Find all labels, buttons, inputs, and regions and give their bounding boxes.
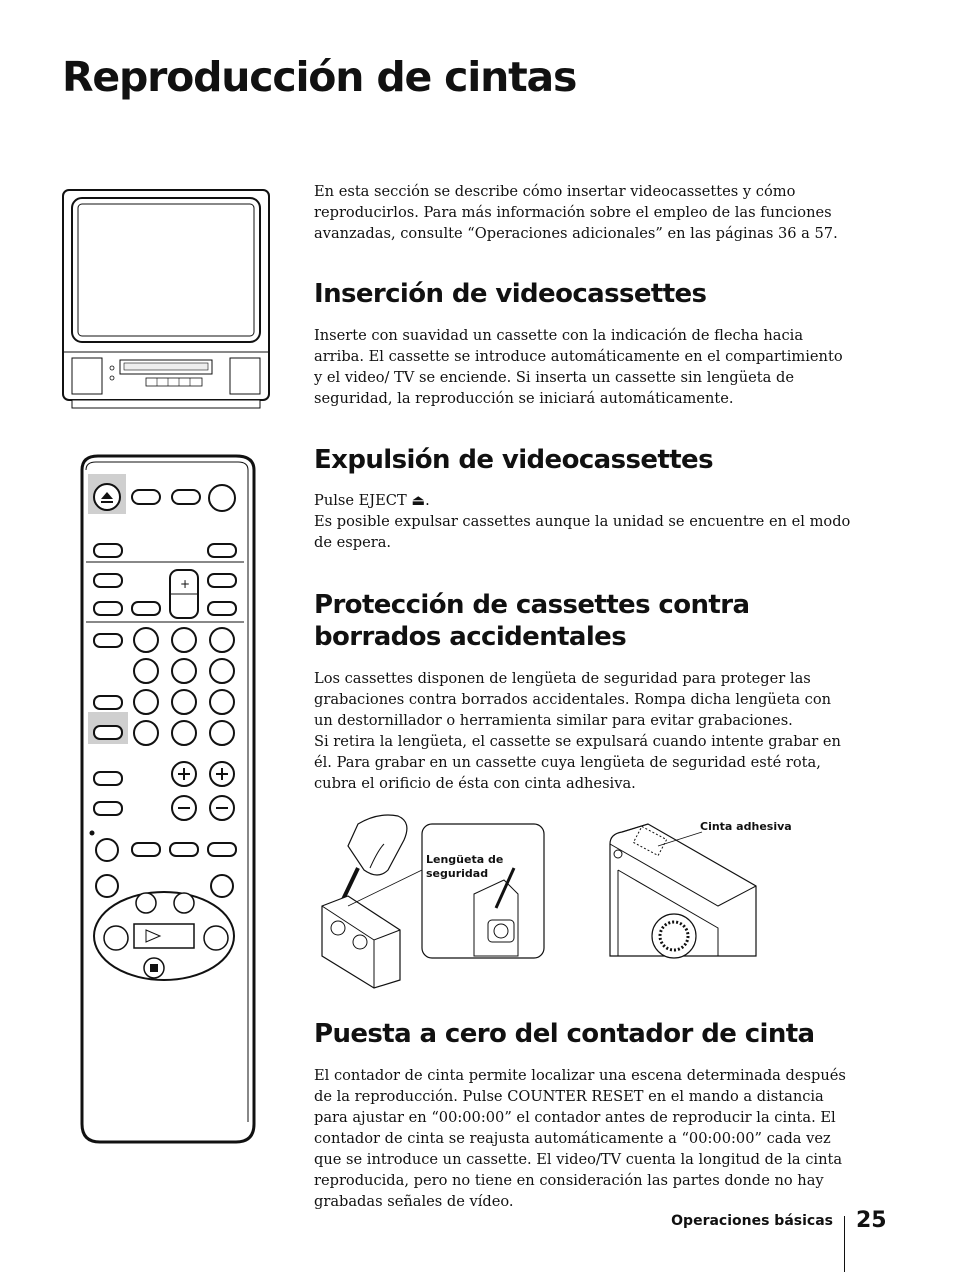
protect-body-1: Los cassettes disponen de lengüeta de seguridad para proteger las grabaciones contra borrados accidentales. Rompa dicha lengüeta con un destornillador o herramienta similar para evitar grabaciones. xyxy=(314,670,832,729)
section-heading-insert: Inserción de videocassettes xyxy=(314,279,707,309)
section-heading-counter: Puesta a cero del contador de cinta xyxy=(314,1019,815,1049)
page-title: Reproducción de cintas xyxy=(62,53,577,101)
tape-label: Cinta adhesiva xyxy=(700,820,792,833)
cassette-illustration xyxy=(318,810,764,990)
counter-paragraph: El contador de cinta permite localizar una escena determinada después de la reproducción. Pulse COUNTER RESET en el mando a distancia para ajustar en “00:00:00” el contador antes de reproducir la cinta. El contador de cinta se reajusta automáticamente a “00:00:00” cada vez que se introduce un cassette. El video/TV cuenta la longitud de la cinta reproducida, pero no tiene en consideración las partes donde no hay grabadas señales de vídeo. xyxy=(314,1067,846,1210)
tv-illustration xyxy=(60,186,272,414)
section-heading-protect: Protección de cassettes contra borrados accidentales xyxy=(314,590,750,652)
page-number: 25 xyxy=(856,1208,887,1233)
eject-line-2: Es posible expulsar cassettes aunque la unidad se encuentre en el modo de espera. xyxy=(314,513,851,551)
protect-paragraph xyxy=(314,668,852,794)
footer-section-label: Operaciones básicas xyxy=(671,1213,833,1229)
svg-text:+: + xyxy=(180,577,191,591)
insert-paragraph: Inserte con suavidad un cassette con la indicación de flecha hacia arriba. El cassette se introduce automáticamente en el compartimiento y el video/ TV se enciende. Si inserta un cassette sin lengüeta de seguridad, la reproducción se iniciará automáticamente. xyxy=(314,327,843,407)
footer-divider xyxy=(844,1216,845,1272)
intro-paragraph: En esta sección se describe cómo insertar videocassettes y cómo reproducirlos. Para más información sobre el empleo de las funciones avanzadas, consulte “Operaciones adicionales” en las páginas 36 a 57. xyxy=(314,183,838,242)
remote-control-illustration xyxy=(76,452,260,1146)
tab-label: Lengüeta de seguridad xyxy=(426,853,504,880)
eject-paragraph xyxy=(314,490,852,553)
eject-line-1: Pulse EJECT ⏏. xyxy=(314,492,430,509)
protect-body-2: Si retira la lengüeta, el cassette se expulsará cuando intente grabar en él. Para grabar en un cassette cuya lengüeta de seguridad esté rota, cubra el orificio de ésta con cinta adhesiva. xyxy=(314,733,841,792)
section-heading-eject: Expulsión de videocassettes xyxy=(314,445,713,475)
